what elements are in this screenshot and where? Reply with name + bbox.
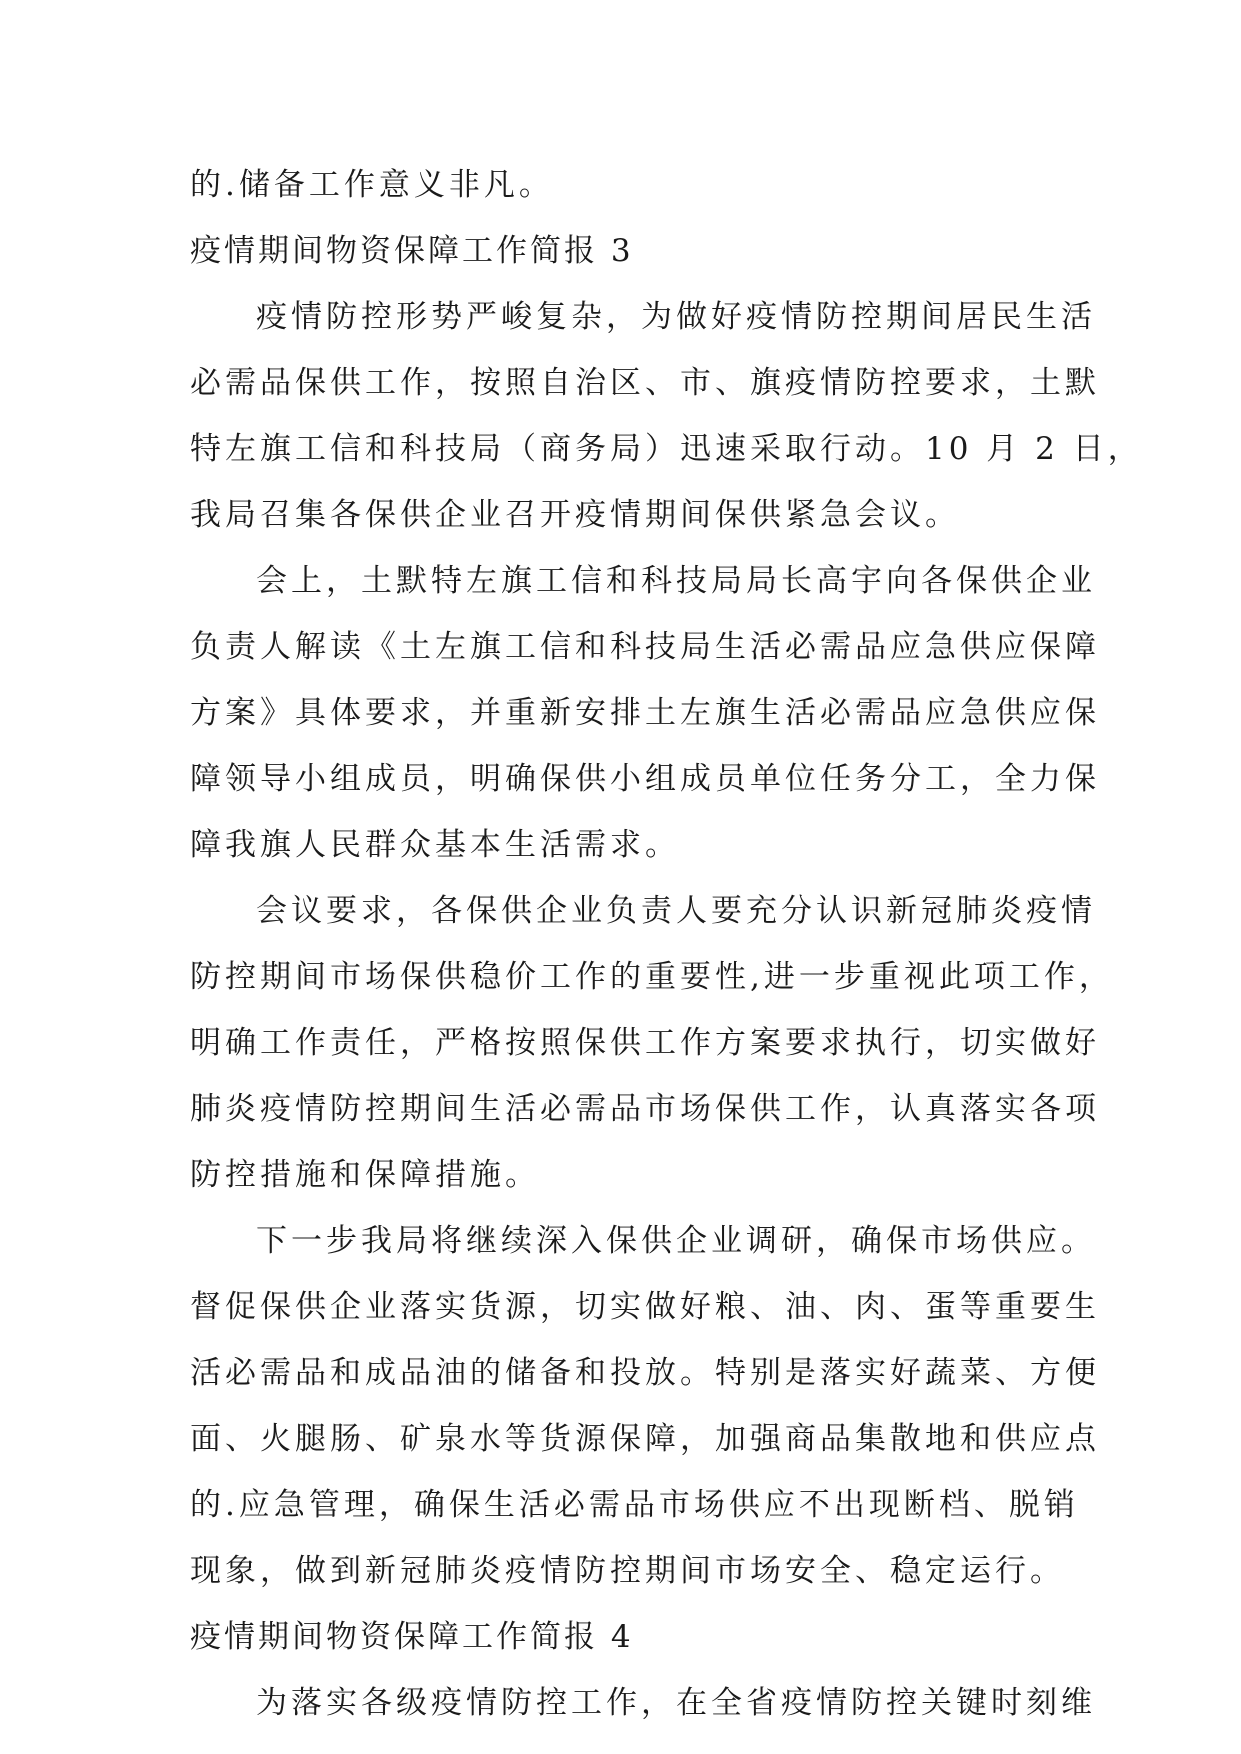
text-line: 的.储备工作意义非凡。 [190,167,554,203]
paragraph-first-line: 下一步我局将继续深入保供企业调研，确保市场供应。 [256,1223,1096,1259]
text-line: 的.应急管理，确保生活必需品市场供应不出现断档、脱销 [190,1487,1079,1523]
document-page [190,152,1143,1736]
text-line: 现象，做到新冠肺炎疫情防控期间市场安全、稳定运行。 [190,1553,1065,1589]
text-line: 肺炎疫情防控期间生活必需品市场保供工作，认真落实各项 [190,1091,1100,1127]
paragraph-first-line: 会议要求，各保供企业负责人要充分认识新冠肺炎疫情 [256,893,1096,929]
text-line: 必需品保供工作，按照自治区、市、旗疫情防控要求，土默 [190,365,1100,401]
section-heading: 疫情期间物资保障工作简报 3 [190,233,634,269]
text-line: 面、火腿肠、矿泉水等货源保障，加强商品集散地和供应点 [190,1421,1100,1457]
paragraph-first-line: 会上，土默特左旗工信和科技局局长高宇向各保供企业 [256,563,1096,599]
text-line: 障领导小组成员，明确保供小组成员单位任务分工，全力保 [190,761,1100,797]
text-line: 督促保供企业落实货源，切实做好粮、油、肉、蛋等重要生 [190,1289,1100,1325]
text-line: 障我旗人民群众基本生活需求。 [190,827,680,863]
paragraph-first-line: 为落实各级疫情防控工作，在全省疫情防控关键时刻维 [256,1685,1096,1721]
paragraph-first-line: 疫情防控形势严峻复杂，为做好疫情防控期间居民生活 [256,299,1096,335]
text-line: 我局召集各保供企业召开疫情期间保供紧急会议。 [190,497,960,533]
text-line: 方案》具体要求，并重新安排土左旗生活必需品应急供应保 [190,695,1100,731]
text-line: 防控期间市场保供稳价工作的重要性,进一步重视此项工作， [190,959,1114,995]
text-line: 防控措施和保障措施。 [190,1157,540,1193]
text-line: 活必需品和成品油的储备和投放。特别是落实好蔬菜、方便 [190,1355,1100,1391]
text-line: 负责人解读《土左旗工信和科技局生活必需品应急供应保障 [190,629,1100,665]
text-line: 明确工作责任，严格按照保供工作方案要求执行，切实做好 [190,1025,1100,1061]
section-heading: 疫情期间物资保障工作简报 4 [190,1619,634,1655]
text-line: 特左旗工信和科技局（商务局）迅速采取行动。10 月 2 日， [190,431,1143,467]
